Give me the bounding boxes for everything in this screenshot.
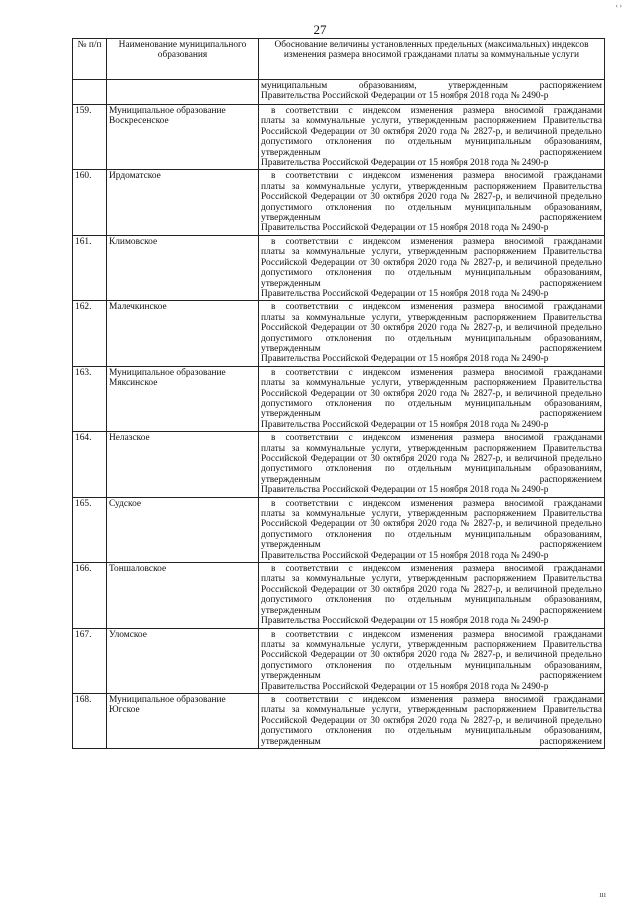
table-header-row xyxy=(73,39,605,80)
justification-line: Правительства Российской Федерации от 15 ноября 2018 года № 2490-р xyxy=(261,158,549,169)
table-row xyxy=(73,432,605,497)
justification-line: в соответствии с индексом изменения размера вносимой гражданами xyxy=(271,106,602,116)
justification-line: и величиной предельно допустимого отклонения по отдельным xyxy=(261,715,602,737)
justification-text xyxy=(259,301,605,366)
justification-line: платы за коммунальные услуги, утвержденным распоряжением xyxy=(261,181,537,192)
table-body xyxy=(73,80,605,749)
justification-line: Правительства Российской Федерации от 15 ноября 2018 года № 2490-р xyxy=(261,223,549,234)
municipality-name: Климовское xyxy=(107,235,259,300)
justification-text xyxy=(259,170,605,235)
continuation-row xyxy=(73,80,605,105)
row-number: 166. xyxy=(73,563,107,628)
table-row xyxy=(73,170,605,235)
row-number: 165. xyxy=(73,497,107,562)
justification-line: платы за коммунальные услуги, утвержденным распоряжением xyxy=(261,247,537,258)
header-number: № п/п xyxy=(73,39,107,80)
row-number: 162. xyxy=(73,301,107,366)
justification-line: Правительства Российской Федерации от 30 октября 2020 года № 2827-р, xyxy=(261,509,602,530)
corner-mark: ‹ › xyxy=(615,2,622,10)
justification-text xyxy=(259,366,605,431)
justification-line: в соответствии с индексом изменения размера вносимой гражданами xyxy=(271,236,602,247)
justification-line: и величиной предельно допустимого отклонения по отдельным xyxy=(261,454,602,475)
table-row xyxy=(73,301,605,366)
justification-line: платы за коммунальные услуги, утвержденным распоряжением xyxy=(261,443,537,454)
table-row xyxy=(73,693,605,748)
continuation-text-cell xyxy=(259,80,605,105)
justification-line: муниципальным образованиям, утвержденным распоряжением xyxy=(261,137,603,158)
justification-line: в соответствии с индексом изменения размера вносимой гражданами xyxy=(271,302,602,313)
justification-line: Правительства Российской Федерации от 30 октября 2020 года № 2827-р, xyxy=(261,639,602,661)
row-number: 167. xyxy=(73,628,107,693)
justification-text xyxy=(259,563,605,628)
justification-line: и величиной предельно допустимого отклонения по отдельным xyxy=(261,323,602,344)
justification-line: муниципальным образованиям, утвержденным распоряжением xyxy=(261,464,603,485)
row-number: 159. xyxy=(73,105,107,170)
justification-text xyxy=(259,432,605,497)
continuation-num-cell xyxy=(73,80,107,105)
justification-text xyxy=(259,628,605,693)
municipality-name: Муниципальное образование Воскресенское xyxy=(107,105,259,170)
table-row xyxy=(73,497,605,562)
justification-line: платы за коммунальные услуги, утвержденным распоряжением xyxy=(261,378,537,389)
justification-line: муниципальным образованиям, утвержденным распоряжением xyxy=(261,268,603,289)
justification-line: муниципальным образованиям, утвержденным распоряжением xyxy=(261,333,603,354)
justification-line: муниципальным образованиям, утвержденным распоряжением xyxy=(261,202,603,224)
municipal-index-table xyxy=(72,38,605,749)
municipality-name: Уломское xyxy=(107,628,259,693)
justification-line: и величиной предельно допустимого отклонения по отдельным xyxy=(261,126,602,148)
justification-line: в соответствии с индексом изменения размера вносимой гражданами xyxy=(271,498,602,509)
justification-line: Правительства Российской Федерации от 30 октября 2020 года № 2827-р, xyxy=(261,312,602,334)
justification-line: и величиной предельно допустимого отклонения по отдельным xyxy=(261,192,602,213)
header-justification: Обоснование величины установленных предельных (максимальных) индексов изменения размера вносимой гражданами платы за коммунальные услуги xyxy=(259,39,605,80)
justification-line: Правительства Российской Федерации от 15 ноября 2018 года № 2490-р xyxy=(261,616,549,627)
row-number: 160. xyxy=(73,170,107,235)
justification-line: Правительства Российской Федерации от 30 октября 2020 года № 2827-р, xyxy=(261,116,602,137)
justification-line: Правительства Российской Федерации от 30 октября 2020 года № 2827-р, xyxy=(261,181,602,203)
table-row xyxy=(73,235,605,300)
justification-line: Правительства Российской Федерации от 30 октября 2020 года № 2827-р, xyxy=(261,443,602,464)
municipality-name: Тоншаловское xyxy=(107,563,259,628)
justification-line: Правительства Российской Федерации от 15 ноября 2018 года № 2490-р xyxy=(261,485,549,496)
justification-line: Правительства Российской Федерации от 15 ноября 2018 года № 2490-р xyxy=(261,354,549,365)
justification-line: платы за коммунальные услуги, утвержденным распоряжением xyxy=(261,509,537,520)
municipality-name: Судское xyxy=(107,497,259,562)
municipality-name: Муниципальное образование Югское xyxy=(107,693,259,748)
row-number: 161. xyxy=(73,235,107,300)
justification-line: и величиной предельно допустимого отклонения по отдельным xyxy=(261,257,602,279)
justification-line: и величиной предельно допустимого отклонения по отдельным xyxy=(261,650,602,671)
justification-line: Правительства Российской Федерации от 15 ноября 2018 года № 2490-р xyxy=(261,419,549,430)
table-row xyxy=(73,628,605,693)
justification-line: муниципальным образованиям, утвержденным распоряжением xyxy=(261,595,603,616)
justification-line: муниципальным образованиям, утвержденным распоряжением xyxy=(261,398,603,420)
justification-line: в соответствии с индексом изменения размера вносимой гражданами xyxy=(271,694,602,705)
justification-line: в соответствии с индексом изменения размера вносимой гражданами xyxy=(271,433,602,444)
justification-line: муниципальным образованиям, утвержденным распоряжением xyxy=(261,726,603,747)
justification-line: в соответствии с индексом изменения размера вносимой гражданами xyxy=(271,629,602,640)
table-row xyxy=(73,366,605,431)
justification-text xyxy=(259,105,605,170)
justification-text xyxy=(259,693,605,748)
page-number: 27 xyxy=(313,22,327,37)
municipality-name: Ирдоматское xyxy=(107,170,259,235)
row-number: 164. xyxy=(73,432,107,497)
justification-line: Правительства Российской Федерации от 30 октября 2020 года № 2827-р, xyxy=(261,378,602,399)
justification-line: в соответствии с индексом изменения размера вносимой гражданами xyxy=(271,171,602,182)
justification-line: Правительства Российской Федерации от 30 октября 2020 года № 2827-р, xyxy=(261,574,602,595)
row-number: 168. xyxy=(73,693,107,748)
justification-line: платы за коммунальные услуги, утвержденным распоряжением xyxy=(261,639,537,650)
continuation-line-last: Правительства Российской Федерации от 15 ноября 2018 года № 2490-р xyxy=(261,91,549,102)
justification-line: платы за коммунальные услуги, утвержденным распоряжением xyxy=(261,312,537,323)
justification-line: Правительства Российской Федерации от 15 ноября 2018 года № 2490-р xyxy=(261,681,549,692)
municipality-name: Муниципальное образование Мяксинское xyxy=(107,366,259,431)
header-municipality: Наименование муниципального образования xyxy=(107,39,259,80)
table-row xyxy=(73,105,605,170)
row-number: 163. xyxy=(73,366,107,431)
justification-line: Правительства Российской Федерации от 15 ноября 2018 года № 2490-р xyxy=(261,550,549,561)
justification-line: платы за коммунальные услуги, утвержденным распоряжением xyxy=(261,705,537,716)
continuation-line: муниципальным образованиям, утвержденным распоряжением xyxy=(261,81,602,91)
justification-line: в соответствии с индексом изменения размера вносимой гражданами xyxy=(271,367,602,378)
continuation-name-cell xyxy=(107,80,259,105)
justification-line: Правительства Российской Федерации от 30 октября 2020 года № 2827-р, xyxy=(261,247,602,268)
justification-line: Правительства Российской Федерации от 30 октября 2020 года № 2827-р, xyxy=(261,705,602,726)
justification-line: платы за коммунальные услуги, утвержденным распоряжением xyxy=(261,116,537,127)
bottom-mark: ııı xyxy=(599,890,606,899)
justification-line: и величиной предельно допустимого отклонения по отдельным xyxy=(261,388,602,409)
table-row xyxy=(73,563,605,628)
justification-line: муниципальным образованиям, утвержденным распоряжением xyxy=(261,529,603,551)
municipality-name: Нелазское xyxy=(107,432,259,497)
justification-line: платы за коммунальные услуги, утвержденным распоряжением xyxy=(261,574,537,585)
justification-line: и величиной предельно допустимого отклонения по отдельным xyxy=(261,584,602,606)
municipality-name: Малечкинское xyxy=(107,301,259,366)
justification-line: муниципальным образованиям, утвержденным распоряжением xyxy=(261,660,603,682)
justification-line: Правительства Российской Федерации от 15 ноября 2018 года № 2490-р xyxy=(261,288,549,299)
justification-line: и величиной предельно допустимого отклонения по отдельным xyxy=(261,519,602,540)
justification-text xyxy=(259,235,605,300)
justification-line: в соответствии с индексом изменения размера вносимой гражданами xyxy=(271,564,602,575)
justification-text xyxy=(259,497,605,562)
